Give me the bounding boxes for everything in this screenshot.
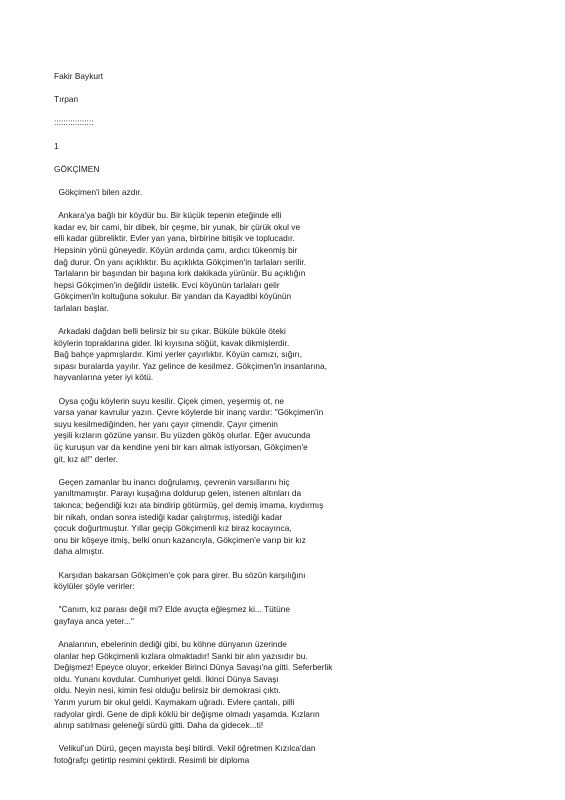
separator-line: :::::::::::::::::	[54, 117, 94, 128]
paragraph-line: Hepsinin yönü güneyedir. Köyün ardında çamı, ardıcı tükenmiş bir	[54, 244, 298, 255]
paragraph	[54, 743, 534, 766]
paragraph	[54, 326, 534, 384]
paragraph-line: köylüler şöyle verirler:	[54, 581, 135, 592]
paragraph-line: onu bir köşeye itmiş, belki onun kazancıyla, Gökçimen'e varıp bir kız	[54, 534, 306, 545]
paragraph-line: Bağ bahçe yapmışlardır. Kimi yerler çayırlıktır. Köyün camızı, sığırı,	[54, 349, 303, 360]
paragraph-line: Yarım yurum bir okul geldi. Kaymakam uğradı. Evlere çantalı, pilli	[54, 697, 295, 708]
paragraph-line: git, kız al!" derler.	[54, 453, 118, 464]
spacer	[54, 465, 534, 477]
spacer	[54, 199, 534, 211]
spacer	[54, 314, 534, 326]
paragraph-line: daha almıştır.	[54, 546, 105, 557]
spacer	[54, 129, 534, 141]
paragraph-line: Değişmez! Epeyce oluyor, erkekler Birinci Dünya Savaşı'na gitti. Seferberlik	[54, 662, 333, 673]
paragraph-line: gayfaya anca yeter..."	[54, 615, 134, 626]
paragraph-line: Velikul'un Dürü, geçen mayısta beşi bitirdi. Vekil öğretmen Kızılca'dan	[54, 743, 316, 754]
title-line: Tırpan	[54, 94, 79, 105]
paragraph-line: hayvanlarına yeter iyi kötü.	[54, 372, 154, 383]
spacer	[54, 384, 534, 396]
paragraph	[54, 570, 534, 593]
document-body	[54, 71, 534, 767]
paragraph-line: olanlar hep Gökçimenli kızlara olmaktadır! Sanki bir alın yazısıdır bu.	[54, 650, 308, 661]
spacer	[54, 628, 534, 640]
spacer	[54, 732, 534, 744]
paragraph-line: suyu kesilmediğinden, her yanı çayır çimendir. Çayır çimenin	[54, 418, 278, 429]
paragraph-line: "Canım, kız parası değil mi? Elde avuçta eğleşmez ki... Tütüne	[54, 604, 291, 615]
paragraph-line: Gökçimen'i bilen azdır.	[54, 186, 143, 197]
paragraph-line: üç kuruşun var da kendine yeni bir karı almak istiyorsan, Gökçimen'e	[54, 442, 308, 452]
spacer	[54, 558, 534, 570]
paragraph-list	[54, 187, 534, 767]
paragraph-line: Karşıdan bakarsan Gökçimen'e çok para girer. Bu sözün karşılığını	[54, 569, 306, 580]
spacer	[54, 83, 534, 95]
paragraph	[54, 210, 534, 314]
paragraph-line: çocuk doğurtmuştur. Yıllar geçip Gökçimenli kız biraz kocayınca,	[54, 523, 292, 534]
paragraph-line: sıpası buralarda yayılır. Yaz gelince de kesilmez. Gökçimen'in insanlarına,	[54, 360, 328, 371]
paragraph-line: köylerin topraklarına gider. İki kıyısına söğüt, kavak dikmişlerdir.	[54, 337, 290, 348]
paragraph	[54, 604, 534, 627]
paragraph	[54, 396, 534, 466]
spacer	[54, 593, 534, 605]
spacer	[54, 106, 534, 118]
chapter-number: 1	[54, 140, 59, 151]
paragraph	[54, 639, 534, 732]
paragraph-line: dağ durur. Ön yanı açıklıktır. Bu açıklıkta Gökçimen'in tarlaları serilir.	[54, 256, 307, 267]
paragraph-line: kadar ev, bir cami, bir dibek, bir çeşme, bir yunak, bir çürük okul ve	[54, 221, 301, 232]
paragraph-line: elli kadar gübreliktir. Evler yan yana, birbirine bitişik ve toplucadır.	[54, 233, 295, 244]
paragraph	[54, 187, 534, 199]
paragraph-line: Analarının, ebelerinin dediği gibi, bu köhne dünyanın üzerinde	[54, 639, 287, 650]
paragraph-line: Geçen zamanlar bu inancı doğrulamış, çevrenin varsıllarını hiç	[54, 476, 290, 487]
spacer	[54, 175, 534, 187]
paragraph-line: oldu. Yunanı kovdular. Cumhuriyet geldi. İkinci Dünya Savaşı	[54, 673, 279, 684]
spacer	[54, 152, 534, 164]
paragraph-line: oldu. Neyin nesi, kimin fesi olduğu belirsiz bir demokrasi çıktı.	[54, 685, 281, 696]
paragraph-line: Gökçimen'in koltuğuna sokulur. Bir yandan da Kayadibi köyünün	[54, 291, 292, 302]
paragraph-line: Ankara'ya bağlı bir köydür bu. Bir küçük tepenin eteğinde elli	[54, 210, 282, 221]
paragraph-line: yanıltmamıştır. Parayı kuşağına doldurup gelen, istenen altınları da	[54, 488, 302, 499]
paragraph-line: bir nikah, ondan sonra istediği kadar çalıştırmış, istediği kadar	[54, 511, 283, 522]
chapter-title: GÖKÇİMEN	[54, 163, 100, 174]
paragraph-line: hepsi Gökçimen'in değildir üstelik. Evci köyünün tarlaları gelir	[54, 279, 280, 290]
paragraph-line: radyolar girdi. Gene de dipli köklü bir değişme olmadı yaşamda. Kızların	[54, 708, 320, 719]
paragraph-line: Arkadaki dağdan belli belirsiz bir su çıkar. Büküle büküle öteki	[54, 326, 286, 337]
paragraph-line: fotoğrafçı getirtip resmini çektirdi. Resimli bir diploma	[54, 755, 250, 766]
paragraph-line: Oysa çoğu köylerin suyu kesilir. Çiçek çimen, yeşermiş ot, ne	[54, 395, 284, 406]
paragraph-line: tarlaları başlar.	[54, 302, 109, 313]
paragraph-line: yeşili kızların gözüne yansır. Bu yüzden gököş olurlar. Eğer avucunda	[54, 430, 311, 441]
paragraph-line: alınıp satılması geleneği sürdü gitti. Daha da gidecek...ti!	[54, 720, 264, 731]
paragraph-line: Tarlaların bir başından bir başına kırk dakikada yürünür. Bu açıklığın	[54, 268, 306, 279]
paragraph	[54, 477, 534, 558]
paragraph-line: takınca; beğendiği kızı ata bindirip götürmüş, gel demiş imama, kıydırmış	[54, 499, 324, 510]
paragraph-line: varsa yanar kavrulur yazın. Çevre köylerde bir inanç vardır: "Gökçimen'in	[54, 407, 324, 418]
author-line: Fakir Baykurt	[54, 71, 104, 81]
